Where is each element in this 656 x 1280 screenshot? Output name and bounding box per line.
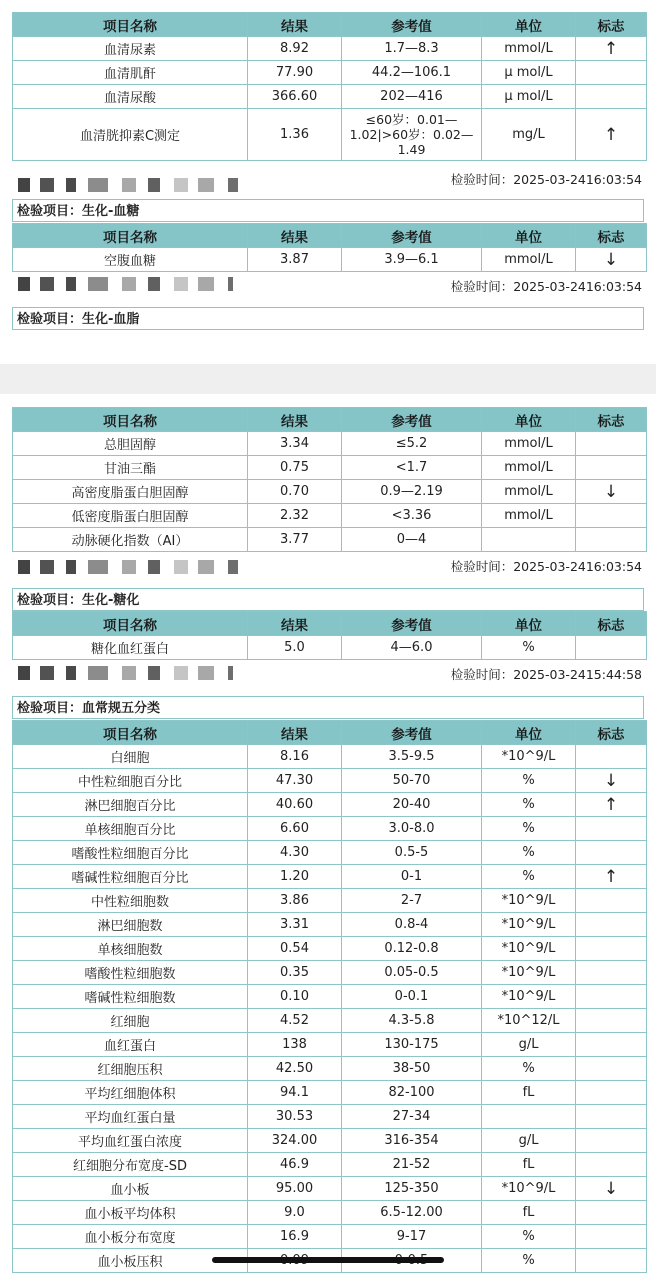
cell-flag	[576, 1201, 647, 1225]
cell-unit: %	[482, 1057, 576, 1081]
col-name: 项目名称	[13, 612, 248, 636]
cell-ref: 0.9—2.19	[342, 480, 482, 504]
cell-flag	[576, 1033, 647, 1057]
cell-result: 40.60	[248, 793, 342, 817]
cell-flag	[576, 456, 647, 480]
table-row	[13, 889, 647, 913]
cell-result: 9.0	[248, 1201, 342, 1225]
cell-result: 30.53	[248, 1105, 342, 1129]
cell-result: 0.75	[248, 456, 342, 480]
cell-result: 42.50	[248, 1057, 342, 1081]
cell-flag	[576, 1081, 647, 1105]
table-row	[13, 37, 647, 61]
cell-ref: 82-100	[342, 1081, 482, 1105]
cell-unit: %	[482, 636, 576, 660]
cell-ref: 38-50	[342, 1057, 482, 1081]
cell-ref: 3.5-9.5	[342, 745, 482, 769]
col-ref: 参考值	[342, 13, 482, 37]
renal-table	[12, 12, 647, 161]
cell-ref: 21-52	[342, 1153, 482, 1177]
cell-ref: 4—6.0	[342, 636, 482, 660]
section-title-lipid: 检验项目：生化-血脂	[12, 307, 644, 330]
col-result: 结果	[248, 224, 342, 248]
test-time: 检验时间：2025-03-2415:44:58	[450, 667, 642, 682]
cell-result: 324.00	[248, 1129, 342, 1153]
cell-result: 3.34	[248, 432, 342, 456]
col-unit: 单位	[482, 224, 576, 248]
cell-result: 366.60	[248, 85, 342, 109]
col-flag: 标志	[576, 408, 647, 432]
cell-result: 77.90	[248, 61, 342, 85]
col-name: 项目名称	[13, 13, 248, 37]
cell-name: 动脉硬化指数（AI）	[13, 528, 248, 552]
table-header	[13, 13, 647, 37]
cell-ref: ≤60岁：0.01—1.02|>60岁：0.02—1.49	[342, 109, 482, 161]
table-row	[13, 85, 647, 109]
cell-name: 嗜酸性粒细胞数	[13, 961, 248, 985]
cell-ref: ≤5.2	[342, 432, 482, 456]
cell-result: 0.70	[248, 480, 342, 504]
cell-unit: fL	[482, 1201, 576, 1225]
cell-unit: %	[482, 817, 576, 841]
cell-unit: *10^9/L	[482, 937, 576, 961]
cell-unit: mmol/L	[482, 37, 576, 61]
cell-result: 0.35	[248, 961, 342, 985]
cell-unit: g/L	[482, 1033, 576, 1057]
table-row	[13, 1081, 647, 1105]
cell-result: 46.9	[248, 1153, 342, 1177]
col-result: 结果	[248, 721, 342, 745]
hba1c-table	[12, 611, 647, 660]
redacted-mark	[18, 560, 238, 574]
glucose-table	[12, 223, 647, 272]
table-row	[13, 1033, 647, 1057]
cell-flag	[576, 504, 647, 528]
col-flag: 标志	[576, 13, 647, 37]
table-row	[13, 432, 647, 456]
cell-name: 血清肌酐	[13, 61, 248, 85]
cbc-table	[12, 720, 647, 1273]
cell-flag: ↑	[576, 37, 647, 61]
table-row	[13, 793, 647, 817]
cell-flag	[576, 961, 647, 985]
cell-flag: ↑	[576, 109, 647, 161]
table-row	[13, 1225, 647, 1249]
table-row	[13, 1057, 647, 1081]
col-ref: 参考值	[342, 612, 482, 636]
cell-flag	[576, 432, 647, 456]
cell-result: 95.00	[248, 1177, 342, 1201]
table-row	[13, 636, 647, 660]
col-unit: 单位	[482, 408, 576, 432]
cell-flag	[576, 528, 647, 552]
cell-result: 3.77	[248, 528, 342, 552]
cell-flag	[576, 1153, 647, 1177]
cell-ref: 4.3-5.8	[342, 1009, 482, 1033]
cell-result: 138	[248, 1033, 342, 1057]
cell-unit: %	[482, 769, 576, 793]
cell-flag	[576, 1129, 647, 1153]
cell-ref: 3.0-8.0	[342, 817, 482, 841]
col-ref: 参考值	[342, 224, 482, 248]
table-row	[13, 456, 647, 480]
cell-ref: 1.7—8.3	[342, 37, 482, 61]
table-row	[13, 1177, 647, 1201]
cell-unit: %	[482, 1225, 576, 1249]
table-row	[13, 865, 647, 889]
table-row	[13, 769, 647, 793]
col-ref: 参考值	[342, 408, 482, 432]
cell-flag: ↓	[576, 248, 647, 272]
cell-result: 4.52	[248, 1009, 342, 1033]
cell-result: 0.10	[248, 985, 342, 1009]
col-unit: 单位	[482, 612, 576, 636]
col-name: 项目名称	[13, 721, 248, 745]
cell-flag	[576, 61, 647, 85]
cell-name: 平均血红蛋白浓度	[13, 1129, 248, 1153]
cell-result: 3.86	[248, 889, 342, 913]
col-flag: 标志	[576, 224, 647, 248]
cell-result: 0.54	[248, 937, 342, 961]
cell-name: 高密度脂蛋白胆固醇	[13, 480, 248, 504]
col-flag: 标志	[576, 721, 647, 745]
cell-result: 6.60	[248, 817, 342, 841]
cell-name: 嗜碱性粒细胞数	[13, 985, 248, 1009]
cell-name: 血清胱抑素C测定	[13, 109, 248, 161]
cell-ref: 44.2—106.1	[342, 61, 482, 85]
cell-ref: 20-40	[342, 793, 482, 817]
cell-name: 血红蛋白	[13, 1033, 248, 1057]
table-row	[13, 504, 647, 528]
cell-ref: 0.8-4	[342, 913, 482, 937]
table-row	[13, 1129, 647, 1153]
cell-ref: 6.5-12.00	[342, 1201, 482, 1225]
page-divider	[0, 364, 656, 394]
cell-result: 4.30	[248, 841, 342, 865]
cell-flag	[576, 636, 647, 660]
cell-unit: fL	[482, 1153, 576, 1177]
cell-name: 低密度脂蛋白胆固醇	[13, 504, 248, 528]
cell-flag	[576, 817, 647, 841]
cell-name: 血小板	[13, 1177, 248, 1201]
cell-name: 总胆固醇	[13, 432, 248, 456]
cell-flag	[576, 1225, 647, 1249]
cell-result: 16.9	[248, 1225, 342, 1249]
table-row	[13, 961, 647, 985]
home-indicator[interactable]	[212, 1257, 444, 1263]
section-title-hba1c: 检验项目：生化-糖化	[12, 588, 644, 611]
cell-unit: fL	[482, 1081, 576, 1105]
cell-flag: ↑	[576, 865, 647, 889]
cell-name: 空腹血糖	[13, 248, 248, 272]
lipid-table	[12, 407, 647, 552]
cell-ref: 0.5-5	[342, 841, 482, 865]
cell-name: 淋巴细胞数	[13, 913, 248, 937]
cell-result: 2.32	[248, 504, 342, 528]
cell-unit: mg/L	[482, 109, 576, 161]
cell-flag: ↓	[576, 1177, 647, 1201]
table-row	[13, 817, 647, 841]
cell-unit	[482, 1105, 576, 1129]
table-row	[13, 937, 647, 961]
cell-unit: *10^9/L	[482, 1177, 576, 1201]
cell-unit: mmol/L	[482, 480, 576, 504]
col-result: 结果	[248, 408, 342, 432]
cell-name: 嗜酸性粒细胞百分比	[13, 841, 248, 865]
cell-unit: *10^9/L	[482, 745, 576, 769]
cell-flag	[576, 889, 647, 913]
col-unit: 单位	[482, 721, 576, 745]
cell-unit: mmol/L	[482, 248, 576, 272]
table-header	[13, 721, 647, 745]
cell-result: 3.87	[248, 248, 342, 272]
cell-flag: ↓	[576, 769, 647, 793]
cell-name: 平均红细胞体积	[13, 1081, 248, 1105]
cell-ref: 316-354	[342, 1129, 482, 1153]
cell-flag	[576, 1105, 647, 1129]
cell-ref: 0—4	[342, 528, 482, 552]
cell-name: 甘油三酯	[13, 456, 248, 480]
cell-unit: *10^9/L	[482, 985, 576, 1009]
table-row	[13, 985, 647, 1009]
cell-flag: ↑	[576, 793, 647, 817]
table-header	[13, 612, 647, 636]
cell-name: 红细胞	[13, 1009, 248, 1033]
cell-flag	[576, 985, 647, 1009]
col-ref: 参考值	[342, 721, 482, 745]
table-row	[13, 248, 647, 272]
cell-ref: 125-350	[342, 1177, 482, 1201]
cell-name: 红细胞分布宽度-SD	[13, 1153, 248, 1177]
cell-unit: *10^9/L	[482, 889, 576, 913]
table-row	[13, 841, 647, 865]
cell-flag	[576, 1057, 647, 1081]
table-row	[13, 913, 647, 937]
cell-name: 血清尿酸	[13, 85, 248, 109]
col-name: 项目名称	[13, 408, 248, 432]
table-row	[13, 1105, 647, 1129]
cell-name: 糖化血红蛋白	[13, 636, 248, 660]
cell-name: 中性粒细胞百分比	[13, 769, 248, 793]
table-row	[13, 528, 647, 552]
col-unit: 单位	[482, 13, 576, 37]
cell-result: 3.31	[248, 913, 342, 937]
cell-name: 血小板平均体积	[13, 1201, 248, 1225]
cell-unit: *10^9/L	[482, 961, 576, 985]
cell-flag	[576, 1009, 647, 1033]
cell-unit: mmol/L	[482, 432, 576, 456]
cell-name: 白细胞	[13, 745, 248, 769]
redacted-mark	[18, 178, 238, 192]
cell-unit: %	[482, 793, 576, 817]
table-row	[13, 1009, 647, 1033]
cell-ref: 0.12-0.8	[342, 937, 482, 961]
col-result: 结果	[248, 612, 342, 636]
col-name: 项目名称	[13, 224, 248, 248]
cell-name: 血小板压积	[13, 1249, 248, 1273]
cell-ref: 3.9—6.1	[342, 248, 482, 272]
cell-unit: g/L	[482, 1129, 576, 1153]
cell-name: 单核细胞数	[13, 937, 248, 961]
cell-result: 5.0	[248, 636, 342, 660]
cell-result: 1.36	[248, 109, 342, 161]
test-time: 检验时间：2025-03-2416:03:54	[450, 172, 642, 187]
cell-flag	[576, 913, 647, 937]
cell-flag	[576, 937, 647, 961]
table-row	[13, 61, 647, 85]
cell-result: 94.1	[248, 1081, 342, 1105]
cell-unit: %	[482, 841, 576, 865]
cell-ref: 2-7	[342, 889, 482, 913]
cell-flag	[576, 1249, 647, 1273]
cell-unit: μ mol/L	[482, 61, 576, 85]
cell-ref: 50-70	[342, 769, 482, 793]
col-result: 结果	[248, 13, 342, 37]
cell-unit: *10^9/L	[482, 913, 576, 937]
cell-ref: <1.7	[342, 456, 482, 480]
table-row	[13, 109, 647, 161]
test-time: 检验时间：2025-03-2416:03:54	[450, 279, 642, 294]
cell-flag	[576, 85, 647, 109]
cell-flag: ↓	[576, 480, 647, 504]
section-title-glucose: 检验项目：生化-血糖	[12, 199, 644, 222]
cell-ref: <3.36	[342, 504, 482, 528]
cell-flag	[576, 745, 647, 769]
section-title-cbc: 检验项目：血常规五分类	[12, 696, 644, 719]
cell-result: 47.30	[248, 769, 342, 793]
cell-unit: μ mol/L	[482, 85, 576, 109]
cell-name: 平均血红蛋白量	[13, 1105, 248, 1129]
cell-name: 嗜碱性粒细胞百分比	[13, 865, 248, 889]
table-header	[13, 408, 647, 432]
cell-ref: 0.05-0.5	[342, 961, 482, 985]
cell-unit: mmol/L	[482, 504, 576, 528]
cell-result: 1.20	[248, 865, 342, 889]
cell-name: 中性粒细胞数	[13, 889, 248, 913]
cell-result: 8.92	[248, 37, 342, 61]
cell-ref: 0-0.1	[342, 985, 482, 1009]
table-row	[13, 745, 647, 769]
cell-ref: 27-34	[342, 1105, 482, 1129]
redacted-mark	[18, 666, 233, 680]
cell-result: 8.16	[248, 745, 342, 769]
cell-name: 红细胞压积	[13, 1057, 248, 1081]
cell-unit	[482, 528, 576, 552]
cell-name: 血小板分布宽度	[13, 1225, 248, 1249]
test-time: 检验时间：2025-03-2416:03:54	[450, 559, 642, 574]
col-flag: 标志	[576, 612, 647, 636]
cell-ref: 202—416	[342, 85, 482, 109]
cell-unit: *10^12/L	[482, 1009, 576, 1033]
cell-ref: 0-1	[342, 865, 482, 889]
table-header	[13, 224, 647, 248]
table-row	[13, 1201, 647, 1225]
cell-unit: %	[482, 1249, 576, 1273]
cell-ref: 130-175	[342, 1033, 482, 1057]
cell-flag	[576, 841, 647, 865]
cell-ref: 9-17	[342, 1225, 482, 1249]
redacted-mark	[18, 277, 233, 291]
cell-name: 淋巴细胞百分比	[13, 793, 248, 817]
cell-name: 单核细胞百分比	[13, 817, 248, 841]
table-row	[13, 1153, 647, 1177]
cell-unit: %	[482, 865, 576, 889]
cell-unit: mmol/L	[482, 456, 576, 480]
cell-name: 血清尿素	[13, 37, 248, 61]
table-row	[13, 480, 647, 504]
